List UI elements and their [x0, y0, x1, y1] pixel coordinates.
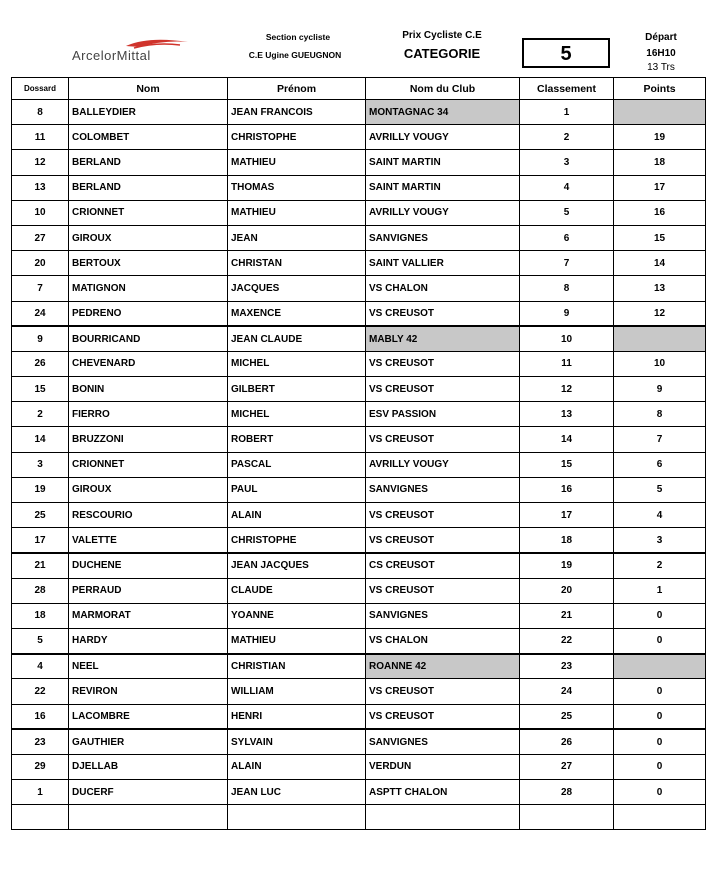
- cell-dossard: 4: [12, 654, 69, 679]
- table-row: [12, 351, 706, 376]
- cell-nom: NEEL: [69, 654, 228, 679]
- cell-dossard: 3: [12, 452, 69, 477]
- table-row: [12, 553, 706, 578]
- cell-classement: 12: [520, 377, 614, 402]
- cell-classement: 23: [520, 654, 614, 679]
- cell-club: VS CHALON: [366, 276, 520, 301]
- cell-nom: HARDY: [69, 628, 228, 653]
- table-row: [12, 301, 706, 326]
- cell-prenom: ROBERT: [228, 427, 366, 452]
- cell-dossard: 14: [12, 427, 69, 452]
- cell-prenom: MICHEL: [228, 402, 366, 427]
- table-row: [12, 326, 706, 351]
- cell-nom: MATIGNON: [69, 276, 228, 301]
- cell-prenom: MAXENCE: [228, 301, 366, 326]
- table-row: [12, 603, 706, 628]
- cell-prenom: CHRISTOPHE: [228, 528, 366, 553]
- cell-dossard: [12, 805, 69, 830]
- cell-club: VS CREUSOT: [366, 503, 520, 528]
- cell-nom: GIROUX: [69, 477, 228, 502]
- cell-classement: 20: [520, 578, 614, 603]
- cell-prenom: CHRISTIAN: [228, 654, 366, 679]
- table-row: [12, 578, 706, 603]
- cell-dossard: 17: [12, 528, 69, 553]
- cell-points: 0: [614, 704, 706, 729]
- cell-club: AVRILLY VOUGY: [366, 452, 520, 477]
- cell-club: VS CHALON: [366, 628, 520, 653]
- table-row: [12, 729, 706, 754]
- col-header-nom: Nom: [69, 78, 228, 100]
- cell-points: 0: [614, 628, 706, 653]
- cell-club: SANVIGNES: [366, 477, 520, 502]
- cell-club: MABLY 42: [366, 326, 520, 351]
- cell-club: VS CREUSOT: [366, 427, 520, 452]
- cell-prenom: PAUL: [228, 477, 366, 502]
- cell-nom: DUCHENE: [69, 553, 228, 578]
- cell-prenom: JEAN FRANCOIS: [228, 100, 366, 125]
- cell-points: 1: [614, 578, 706, 603]
- cell-prenom: MATHIEU: [228, 150, 366, 175]
- cell-classement: [520, 805, 614, 830]
- cell-points: [614, 100, 706, 125]
- cell-nom: PERRAUD: [69, 578, 228, 603]
- cell-classement: 24: [520, 679, 614, 704]
- cell-dossard: 18: [12, 603, 69, 628]
- table-row: [12, 654, 706, 679]
- table-row: [12, 780, 706, 805]
- cell-nom: GAUTHIER: [69, 729, 228, 754]
- cell-dossard: 2: [12, 402, 69, 427]
- cell-points: 0: [614, 603, 706, 628]
- cell-dossard: 29: [12, 754, 69, 779]
- cell-points: 17: [614, 175, 706, 200]
- cell-club: [366, 805, 520, 830]
- cell-prenom: WILLIAM: [228, 679, 366, 704]
- depart-time: 16H10: [646, 48, 676, 59]
- cell-nom: BONIN: [69, 377, 228, 402]
- cell-classement: 9: [520, 301, 614, 326]
- cell-classement: 11: [520, 351, 614, 376]
- cell-nom: CRIONNET: [69, 200, 228, 225]
- cell-club: ROANNE 42: [366, 654, 520, 679]
- cell-points: 16: [614, 200, 706, 225]
- table-row: [12, 628, 706, 653]
- cell-club: SANVIGNES: [366, 729, 520, 754]
- table-row: [12, 200, 706, 225]
- cell-points: 5: [614, 477, 706, 502]
- cell-dossard: 9: [12, 326, 69, 351]
- depart-tours: 13 Trs: [647, 62, 675, 73]
- table-row: [12, 679, 706, 704]
- cell-classement: 5: [520, 200, 614, 225]
- table-row: [12, 704, 706, 729]
- cell-classement: 22: [520, 628, 614, 653]
- cell-prenom: JEAN CLAUDE: [228, 326, 366, 351]
- cell-dossard: 8: [12, 100, 69, 125]
- cell-club: SANVIGNES: [366, 225, 520, 250]
- cell-points: [614, 326, 706, 351]
- cell-club: AVRILLY VOUGY: [366, 200, 520, 225]
- cell-club: ASPTT CHALON: [366, 780, 520, 805]
- cell-classement: 13: [520, 402, 614, 427]
- cell-classement: 2: [520, 125, 614, 150]
- logo-text: ArcelorMittal: [72, 48, 151, 63]
- cell-club: VS CREUSOT: [366, 528, 520, 553]
- cell-club: SANVIGNES: [366, 603, 520, 628]
- cell-nom: LACOMBRE: [69, 704, 228, 729]
- cell-points: 7: [614, 427, 706, 452]
- cell-prenom: MICHEL: [228, 351, 366, 376]
- cell-club: AVRILLY VOUGY: [366, 125, 520, 150]
- col-header-classement: Classement: [520, 78, 614, 100]
- cell-classement: 26: [520, 729, 614, 754]
- cell-points: 19: [614, 125, 706, 150]
- cell-points: 8: [614, 402, 706, 427]
- race-title: Prix Cycliste C.E: [402, 30, 482, 41]
- cell-prenom: MATHIEU: [228, 200, 366, 225]
- cell-points: 0: [614, 780, 706, 805]
- table-row: [12, 125, 706, 150]
- cell-dossard: 27: [12, 225, 69, 250]
- cell-points: 13: [614, 276, 706, 301]
- cell-prenom: CLAUDE: [228, 578, 366, 603]
- cell-prenom: JACQUES: [228, 276, 366, 301]
- depart-label: Départ: [645, 32, 677, 43]
- cell-nom: BERTOUX: [69, 251, 228, 276]
- cell-nom: COLOMBET: [69, 125, 228, 150]
- cell-dossard: 25: [12, 503, 69, 528]
- cell-classement: 10: [520, 326, 614, 351]
- cell-prenom: MATHIEU: [228, 628, 366, 653]
- table-row: [12, 427, 706, 452]
- cell-classement: 15: [520, 452, 614, 477]
- cell-prenom: GILBERT: [228, 377, 366, 402]
- col-header-club: Nom du Club: [366, 78, 520, 100]
- cell-classement: 27: [520, 754, 614, 779]
- table-row: [12, 276, 706, 301]
- cell-dossard: 11: [12, 125, 69, 150]
- cell-nom: BERLAND: [69, 150, 228, 175]
- cell-points: 10: [614, 351, 706, 376]
- cell-club: SAINT MARTIN: [366, 150, 520, 175]
- categorie-value-box: 5: [522, 38, 610, 68]
- cell-dossard: 20: [12, 251, 69, 276]
- table-row: [12, 150, 706, 175]
- cell-prenom: JEAN JACQUES: [228, 553, 366, 578]
- col-header-points: Points: [614, 78, 706, 100]
- cell-nom: BOURRICAND: [69, 326, 228, 351]
- cell-points: 3: [614, 528, 706, 553]
- table-row: [12, 251, 706, 276]
- cell-points: 0: [614, 679, 706, 704]
- cell-dossard: 1: [12, 780, 69, 805]
- cell-nom: BRUZZONI: [69, 427, 228, 452]
- cell-points: 12: [614, 301, 706, 326]
- cell-nom: CHEVENARD: [69, 351, 228, 376]
- cell-nom: VALETTE: [69, 528, 228, 553]
- cell-dossard: 7: [12, 276, 69, 301]
- cell-club: VS CREUSOT: [366, 704, 520, 729]
- cell-club: VERDUN: [366, 754, 520, 779]
- cell-points: 18: [614, 150, 706, 175]
- cell-classement: 17: [520, 503, 614, 528]
- table-row: [12, 452, 706, 477]
- cell-club: CS CREUSOT: [366, 553, 520, 578]
- cell-nom: DJELLAB: [69, 754, 228, 779]
- cell-classement: 7: [520, 251, 614, 276]
- cell-dossard: 19: [12, 477, 69, 502]
- cell-nom: BALLEYDIER: [69, 100, 228, 125]
- cell-points: 4: [614, 503, 706, 528]
- cell-dossard: 24: [12, 301, 69, 326]
- cell-prenom: CHRISTOPHE: [228, 125, 366, 150]
- cell-dossard: 16: [12, 704, 69, 729]
- cell-dossard: 22: [12, 679, 69, 704]
- cell-classement: 28: [520, 780, 614, 805]
- cell-nom: PEDRENO: [69, 301, 228, 326]
- cell-nom: CRIONNET: [69, 452, 228, 477]
- table-row: [12, 528, 706, 553]
- section-club: C.E Ugine GUEUGNON: [248, 50, 342, 60]
- cell-club: SAINT MARTIN: [366, 175, 520, 200]
- cell-points: [614, 654, 706, 679]
- table-row: [12, 402, 706, 427]
- col-header-prenom: Prénom: [228, 78, 366, 100]
- cell-classement: 21: [520, 603, 614, 628]
- cell-prenom: SYLVAIN: [228, 729, 366, 754]
- cell-classement: 16: [520, 477, 614, 502]
- cell-nom: GIROUX: [69, 225, 228, 250]
- cell-nom: DUCERF: [69, 780, 228, 805]
- cell-prenom: YOANNE: [228, 603, 366, 628]
- cell-nom: MARMORAT: [69, 603, 228, 628]
- cell-points: 15: [614, 225, 706, 250]
- cell-club: ESV PASSION: [366, 402, 520, 427]
- cell-club: VS CREUSOT: [366, 301, 520, 326]
- cell-points: 0: [614, 754, 706, 779]
- results-table: [11, 77, 706, 830]
- cell-classement: 25: [520, 704, 614, 729]
- cell-points: 0: [614, 729, 706, 754]
- cell-points: 2: [614, 553, 706, 578]
- table-row: [12, 503, 706, 528]
- cell-dossard: 10: [12, 200, 69, 225]
- cell-classement: 19: [520, 553, 614, 578]
- cell-prenom: [228, 805, 366, 830]
- table-row: [12, 225, 706, 250]
- table-row: [12, 100, 706, 125]
- cell-club: MONTAGNAC 34: [366, 100, 520, 125]
- cell-dossard: 26: [12, 351, 69, 376]
- cell-club: VS CREUSOT: [366, 679, 520, 704]
- cell-nom: [69, 805, 228, 830]
- cell-classement: 3: [520, 150, 614, 175]
- table-row: [12, 754, 706, 779]
- cell-prenom: PASCAL: [228, 452, 366, 477]
- cell-club: VS CREUSOT: [366, 351, 520, 376]
- cell-classement: 6: [520, 225, 614, 250]
- cell-classement: 14: [520, 427, 614, 452]
- cell-points: 9: [614, 377, 706, 402]
- cell-nom: REVIRON: [69, 679, 228, 704]
- cell-dossard: 12: [12, 150, 69, 175]
- col-header-dossard: Dossard: [12, 78, 69, 100]
- cell-classement: 1: [520, 100, 614, 125]
- table-row: [12, 805, 706, 830]
- cell-prenom: CHRISTAN: [228, 251, 366, 276]
- cell-points: [614, 805, 706, 830]
- cell-classement: 4: [520, 175, 614, 200]
- cell-nom: BERLAND: [69, 175, 228, 200]
- cell-prenom: JEAN: [228, 225, 366, 250]
- cell-dossard: 23: [12, 729, 69, 754]
- cell-nom: FIERRO: [69, 402, 228, 427]
- cell-dossard: 28: [12, 578, 69, 603]
- table-row: [12, 377, 706, 402]
- table-row: [12, 477, 706, 502]
- cell-dossard: 13: [12, 175, 69, 200]
- cell-dossard: 21: [12, 553, 69, 578]
- cell-prenom: THOMAS: [228, 175, 366, 200]
- cell-prenom: ALAIN: [228, 754, 366, 779]
- cell-points: 6: [614, 452, 706, 477]
- cell-classement: 18: [520, 528, 614, 553]
- arcelormittal-logo: [68, 36, 208, 66]
- section-title: Section cycliste: [265, 32, 331, 42]
- cell-dossard: 15: [12, 377, 69, 402]
- cell-club: SAINT VALLIER: [366, 251, 520, 276]
- table-row: [12, 175, 706, 200]
- cell-club: VS CREUSOT: [366, 578, 520, 603]
- cell-club: VS CREUSOT: [366, 377, 520, 402]
- cell-prenom: ALAIN: [228, 503, 366, 528]
- cell-nom: RESCOURIO: [69, 503, 228, 528]
- cell-dossard: 5: [12, 628, 69, 653]
- cell-prenom: HENRI: [228, 704, 366, 729]
- cell-points: 14: [614, 251, 706, 276]
- categorie-label: CATEGORIE: [403, 46, 481, 61]
- cell-prenom: JEAN LUC: [228, 780, 366, 805]
- table-header-row: [12, 78, 706, 100]
- cell-classement: 8: [520, 276, 614, 301]
